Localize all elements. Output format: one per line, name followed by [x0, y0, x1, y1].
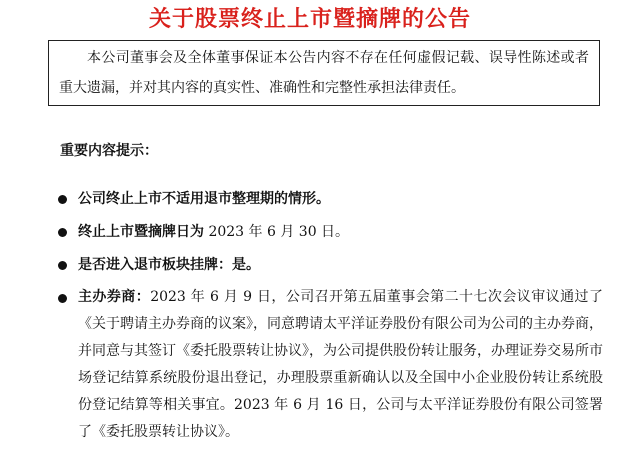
- delisting-date-label: 终止上市暨摘牌日为: [78, 224, 204, 240]
- delisting-no-transition-text: 公司终止上市不适用退市整理期的情形。: [78, 191, 330, 207]
- delisting-board-text: 是否进入退市板块挂牌：是。: [78, 257, 260, 273]
- list-item: [58, 218, 603, 247]
- list-item: [58, 185, 603, 214]
- document-title: 关于股票终止上市暨摘牌的公告: [148, 7, 471, 32]
- disclaimer-box: [48, 40, 600, 106]
- section-heading: 重要内容提示：: [60, 143, 158, 159]
- disclaimer-text: 本公司董事会及全体董事保证本公告内容不存在任何虚假记载、误导性陈述或者重大遗漏，并对其内容的真实性、准确性和完整性承担法律责任。: [59, 50, 589, 96]
- bullet-icon: [58, 228, 67, 237]
- list-item: [58, 251, 603, 280]
- bullet-icon: [58, 294, 67, 303]
- key-points-list: [58, 185, 603, 450]
- delisting-date-value: 2023 年 6 月 30 日。: [204, 224, 350, 240]
- broker-text: 2023 年 6 月 9 日，公司召开第五届董事会第二十七次会议审议通过了《关于聘请主办券商的议案》，同意聘请太平洋证券股份有限公司为公司的主办券商，并同意与其签订《委托股票转让协议》，为公司提供股份转让服务，办理证券交易所市场登记结算系统股份退出登记，办理股票重新确认以及全国中小企业股份转让系统股份登记结算等相关事宜。2023 年 6 月 16 日，公司与太平洋证券股份有限公司签署了《委托股票转让协议》。: [78, 289, 603, 440]
- bullet-icon: [58, 195, 67, 204]
- list-item: [58, 284, 603, 446]
- bullet-icon: [58, 261, 67, 270]
- broker-label: 主办券商：: [78, 289, 151, 305]
